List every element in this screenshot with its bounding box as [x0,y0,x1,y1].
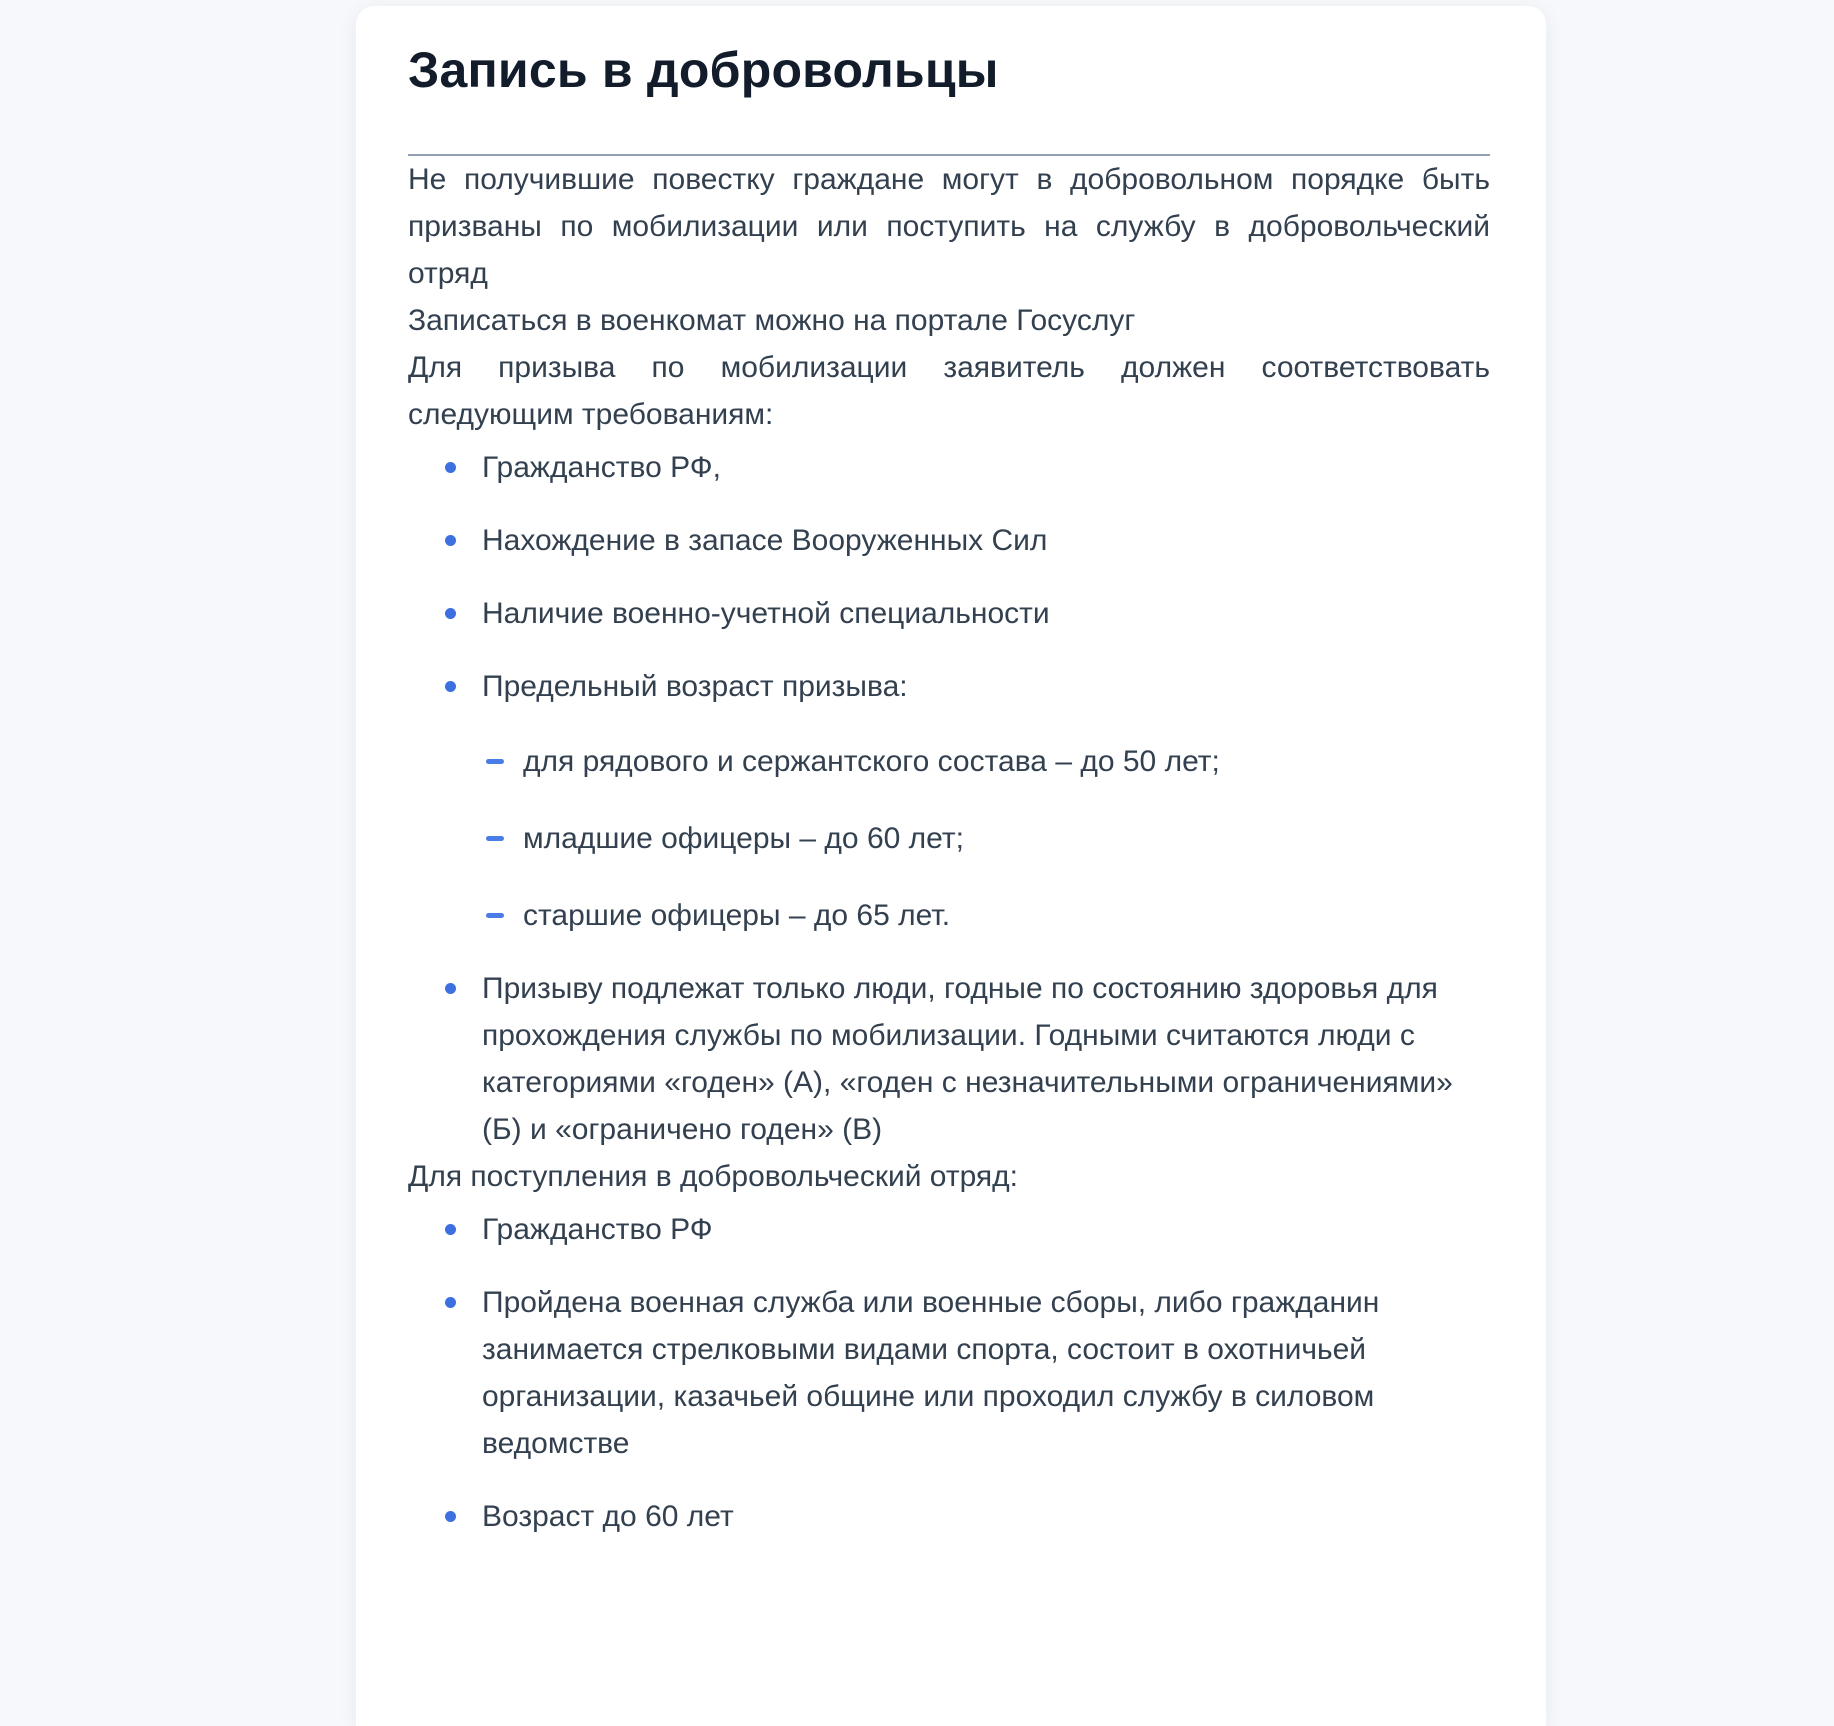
page-title: Запись в добровольцы [408,42,999,98]
bullet-dot-icon [445,681,456,692]
bullet-dot-icon [445,1224,456,1235]
bullet-dot-icon [445,1297,456,1308]
list-item-text: старшие офицеры – до 65 лет. [523,899,951,932]
portal-paragraph: Записаться в военкомат можно на портале Госуслуг [408,304,1136,337]
bullet-dot-icon [445,535,456,546]
list-item-text: Наличие военно-учетной специальности [482,597,1050,630]
bullet-dot-icon [445,608,456,619]
list-item-text: Нахождение в запасе Вооруженных Сил [482,524,1048,557]
dash-icon [486,913,504,918]
bullet-dot-icon [445,983,456,994]
list-item [482,815,1490,862]
bullet-dot-icon [445,1511,456,1522]
intro-paragraph: Не получившие повестку граждане могут в добровольном порядке быть призваны по мобилизации или поступить на службу в добровольческий отряд [408,163,1490,290]
mobilization-requirements-list [408,444,1490,1153]
list-item-body [482,663,1490,939]
content-card [356,6,1546,1726]
list-item-text: Гражданство РФ, [482,451,721,484]
list-item-text: Предельный возраст призыва: [482,670,908,703]
list-item [408,1493,1490,1540]
list-item [482,738,1490,785]
list-item-text: Возраст до 60 лет [482,1500,734,1533]
mobilization-requirements-heading: Для призыва по мобилизации заявитель должен соответствовать следующим требованиям: [408,351,1490,431]
list-item-text: Пройдена военная служба или военные сборы, либо гражданин занимается стрелковыми видами спорта, состоит в охотничьей организации, казачьей общине или проходил службу в силовом ведомстве [482,1286,1380,1460]
volunteer-requirements-list [408,1206,1490,1540]
list-item [482,892,1490,939]
dash-icon [486,759,504,764]
bullet-dot-icon [445,462,456,473]
list-item [408,1279,1490,1467]
list-item-text: Гражданство РФ [482,1213,713,1246]
list-item-text: младшие офицеры – до 60 лет; [523,822,964,855]
dash-icon [486,836,504,841]
list-item-text: Призыву подлежат только люди, годные по состоянию здоровья для прохождения службы по мобилизации. Годными считаются люди с категориями «годен» (А), «годен с незначительными ограничениями» (Б) и «ограничено годен» (В) [482,972,1453,1146]
list-item [408,1206,1490,1253]
age-limits-list [482,738,1490,939]
list-item [408,965,1490,1153]
volunteer-requirements-heading: Для поступления в добровольческий отряд: [408,1160,1019,1193]
list-item [408,663,1490,939]
list-item [408,444,1490,491]
list-item [408,590,1490,637]
list-item-text: для рядового и сержантского состава – до 50 лет; [523,745,1220,778]
list-item [408,517,1490,564]
